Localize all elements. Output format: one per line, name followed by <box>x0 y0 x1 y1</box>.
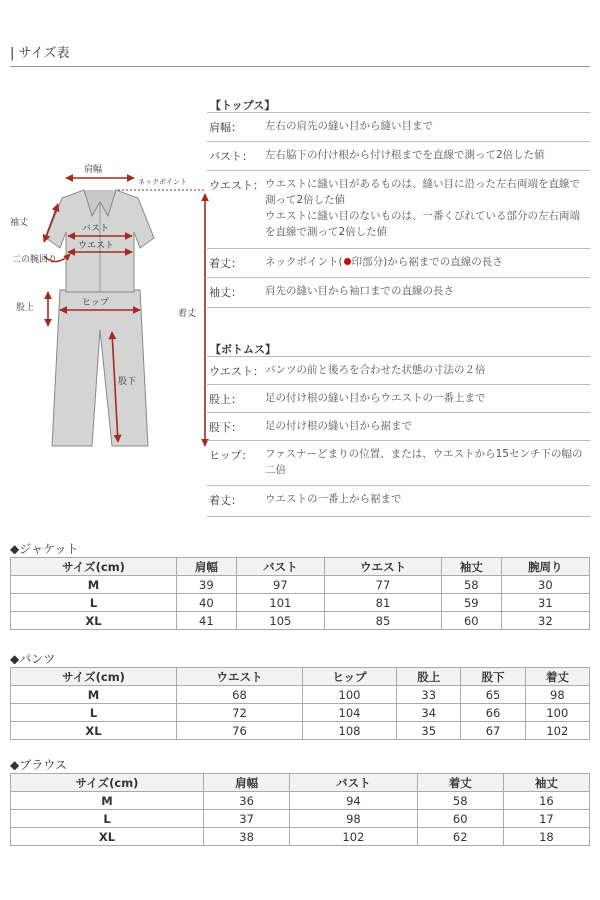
definition-row <box>207 412 590 441</box>
definition-row <box>207 356 590 385</box>
definition-term: 股上： <box>209 393 242 406</box>
table-cell: 100 <box>525 704 589 722</box>
table-cell: 60 <box>417 810 503 828</box>
definition-row <box>207 170 590 249</box>
table-header-row <box>11 774 590 792</box>
table-cell: 85 <box>325 612 442 630</box>
table-header: ウエスト <box>177 668 303 686</box>
table-cell: 104 <box>302 704 396 722</box>
table-header: バスト <box>236 558 324 576</box>
table-cell: 94 <box>290 792 417 810</box>
table-cell: 98 <box>290 810 417 828</box>
definition-desc: 足の付け根の縫い目からウエストの一番上まで <box>265 392 486 404</box>
definition-term: ウエスト： <box>209 179 264 192</box>
table-cell: 98 <box>525 686 589 704</box>
label-shoulder: 肩幅 <box>84 165 103 175</box>
table-header: 肩幅 <box>204 774 290 792</box>
definition-term: 着丈： <box>209 257 242 270</box>
blouse-table-title: ◆ブラウス <box>10 758 67 772</box>
table-cell: 58 <box>417 792 503 810</box>
definition-desc: ネックポイント( 印部分)から裾までの直線の長さ <box>265 256 503 268</box>
table-row <box>11 576 590 594</box>
definition-term: 股下： <box>209 421 242 434</box>
table-cell: 35 <box>397 722 461 740</box>
definition-desc: 左右の肩先の縫い目から縫い目まで <box>265 120 433 132</box>
table-cell: 41 <box>177 612 237 630</box>
table-cell: 38 <box>204 828 290 846</box>
table-row <box>11 792 590 810</box>
definition-desc: 肩先の縫い目から袖口までの直線の長さ <box>265 285 454 297</box>
table-cell: 36 <box>204 792 290 810</box>
table-cell: 102 <box>290 828 417 846</box>
table-cell: 60 <box>441 612 501 630</box>
pants-size-table <box>10 667 590 740</box>
table-cell: L <box>11 594 177 612</box>
red-dot-icon <box>344 258 351 265</box>
table-cell: 77 <box>325 576 442 594</box>
table-cell: 62 <box>417 828 503 846</box>
table-cell: 31 <box>501 594 589 612</box>
table-cell: 33 <box>397 686 461 704</box>
table-cell: L <box>11 810 204 828</box>
bottoms-section-title: 【ボトムス】 <box>210 343 276 356</box>
definition-desc: ファスナーどまりの位置、または、ウエストから15センチ下の幅の二倍 <box>265 448 583 476</box>
definition-row <box>207 248 590 278</box>
label-inseam: 股下 <box>118 377 137 387</box>
table-cell: 40 <box>177 594 237 612</box>
definition-term: ヒップ： <box>209 449 253 462</box>
table-cell: XL <box>11 722 177 740</box>
table-cell: 108 <box>302 722 396 740</box>
table-header: サイズ(cm) <box>11 558 177 576</box>
table-header: バスト <box>290 774 417 792</box>
page-title: | サイズ表 <box>10 46 70 61</box>
table-cell: 68 <box>177 686 303 704</box>
pants-shape <box>52 290 148 446</box>
table-cell: 65 <box>461 686 525 704</box>
table-cell: 32 <box>501 612 589 630</box>
definition-desc: ウエストの一番上から裾まで <box>265 493 402 505</box>
table-cell: 58 <box>441 576 501 594</box>
definition-row <box>207 485 590 517</box>
table-cell: XL <box>11 828 204 846</box>
table-header: ヒップ <box>302 668 396 686</box>
table-cell: 100 <box>302 686 396 704</box>
header-divider <box>10 66 590 67</box>
definition-row <box>207 277 590 308</box>
table-cell: M <box>11 792 204 810</box>
definition-term: 肩幅： <box>209 121 242 134</box>
label-hip: ヒップ <box>82 298 109 308</box>
table-cell: M <box>11 576 177 594</box>
table-cell: 34 <box>397 704 461 722</box>
table-cell: 18 <box>503 828 589 846</box>
pants-table-title: ◆パンツ <box>10 652 56 666</box>
table-header: 股上 <box>397 668 461 686</box>
table-cell: 16 <box>503 792 589 810</box>
table-header-row <box>11 668 590 686</box>
definition-term: バスト： <box>209 150 253 163</box>
measurement-diagram <box>0 150 210 460</box>
table-row <box>11 828 590 846</box>
table-cell: 37 <box>204 810 290 828</box>
label-neckpoint: ネックポイント <box>138 178 187 186</box>
definition-desc: ウエストに縫い目があるものは、縫い目に沿った左右両端を直線で測って2倍した値 ウエストに縫い目のないものは、一番くびれている部分の左右両端を直線で測って2倍した値 <box>265 178 580 238</box>
definition-desc: 足の付け根の縫い目から裾まで <box>265 420 412 432</box>
table-cell: 39 <box>177 576 237 594</box>
table-header: 着丈 <box>417 774 503 792</box>
table-header: サイズ(cm) <box>11 668 177 686</box>
table-cell: XL <box>11 612 177 630</box>
table-header-row <box>11 558 590 576</box>
table-row <box>11 704 590 722</box>
label-bust: バスト <box>82 224 110 234</box>
definition-term: 袖丈： <box>209 286 242 299</box>
table-header: サイズ(cm) <box>11 774 204 792</box>
table-cell: 76 <box>177 722 303 740</box>
table-cell: 72 <box>177 704 303 722</box>
table-cell: 59 <box>441 594 501 612</box>
label-rise: 股上 <box>16 303 35 313</box>
table-header: ウエスト <box>325 558 442 576</box>
tops-section-title: 【トップス】 <box>210 99 276 112</box>
table-header: 着丈 <box>525 668 589 686</box>
definition-term: 着丈： <box>209 494 242 507</box>
label-waist: ウエスト <box>78 241 115 251</box>
jacket-table-title: ◆ジャケット <box>10 542 79 556</box>
table-cell: 17 <box>503 810 589 828</box>
table-cell: 105 <box>236 612 324 630</box>
table-cell: 102 <box>525 722 589 740</box>
table-cell: L <box>11 704 177 722</box>
table-cell: 101 <box>236 594 324 612</box>
definition-row <box>207 440 590 486</box>
table-header: 袖丈 <box>441 558 501 576</box>
table-row <box>11 612 590 630</box>
definition-row <box>207 141 590 171</box>
table-header: 袖丈 <box>503 774 589 792</box>
label-length: 着丈 <box>178 309 197 319</box>
table-cell: 67 <box>461 722 525 740</box>
table-header: 腕周り <box>501 558 589 576</box>
table-cell: 81 <box>325 594 442 612</box>
label-arm: 二の腕回り <box>12 255 58 265</box>
blouse-size-table <box>10 773 590 846</box>
table-row <box>11 810 590 828</box>
table-header: 股下 <box>461 668 525 686</box>
jacket-size-table <box>10 557 590 630</box>
label-sleeve: 袖丈 <box>10 218 29 228</box>
table-cell: 97 <box>236 576 324 594</box>
definition-desc: パンツの前と後ろを合わせた状態の寸法の２倍 <box>265 364 486 376</box>
table-cell: M <box>11 686 177 704</box>
definition-desc: 左右脇下の付け根から付け根までを直線で測って2倍した値 <box>265 149 545 161</box>
definition-row <box>207 112 590 142</box>
table-row <box>11 686 590 704</box>
table-cell: 66 <box>461 704 525 722</box>
table-cell: 30 <box>501 576 589 594</box>
table-row <box>11 722 590 740</box>
definition-term: ウエスト： <box>209 365 264 378</box>
table-row <box>11 594 590 612</box>
definition-row <box>207 384 590 413</box>
table-header: 肩幅 <box>177 558 237 576</box>
